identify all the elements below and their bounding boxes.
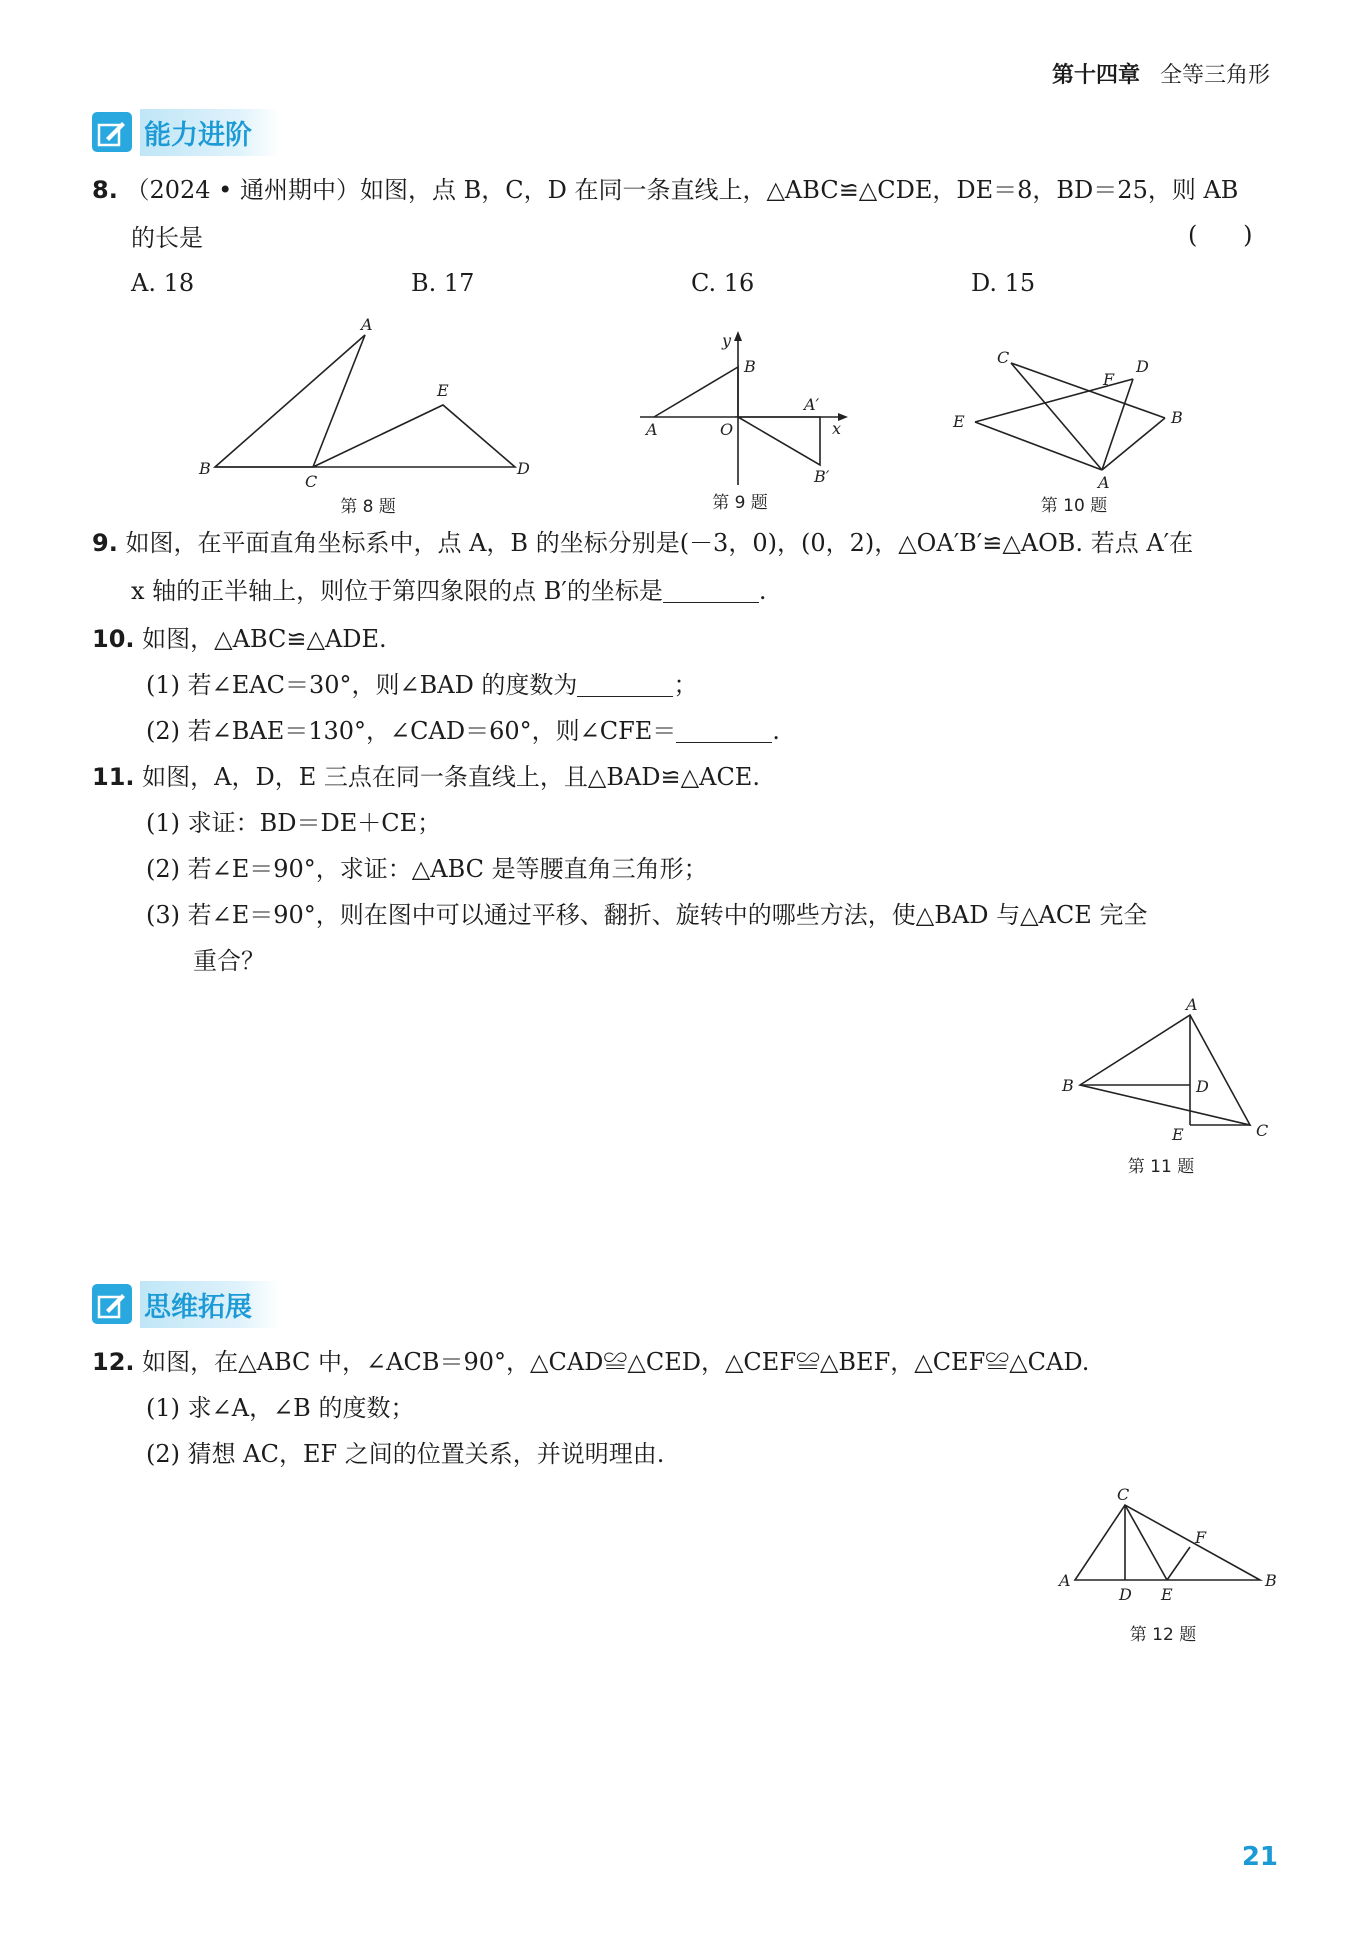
fig9-label-a: A (646, 420, 658, 439)
q8-stem: （2024 • 通州期中）如图，点 B，C，D 在同一条直线上，△ABC≌△CDE，DE＝8，BD＝25，则 AB (125, 176, 1239, 204)
q12-part1: (1) 求∠A，∠B 的度数； (146, 1394, 415, 1422)
fig8-label-e: E (437, 381, 449, 400)
fig12-label-b: B (1265, 1571, 1277, 1590)
q8-number: 8. (92, 176, 118, 204)
q8-line2: 的长是 (131, 224, 203, 252)
section-heading-ability (92, 110, 280, 154)
fig9-label-a-prime: A′ (804, 395, 820, 414)
q8-option-d: D. 15 (971, 269, 1036, 297)
q11-part1: (1) 求证：BD＝DE＋CE； (146, 809, 442, 837)
q12-line (92, 1345, 1089, 1379)
fig8-label-a: A (361, 315, 373, 334)
q10-part2: (2) 若∠BAE＝130°，∠CAD＝60°，则∠CFE＝ . (146, 717, 780, 745)
fig11-label-a: A (1186, 995, 1198, 1014)
q9-answer-blank[interactable] (663, 578, 759, 603)
fig10-caption: 第 10 题 (1040, 496, 1108, 516)
fig9-label-y: y (722, 331, 732, 350)
chapter-number: 第十四章 (1051, 63, 1140, 88)
pencil-icon (92, 112, 132, 152)
figure-11 (1050, 995, 1280, 1145)
fig10-label-e: E (953, 412, 965, 431)
fig11-label-d: D (1196, 1077, 1209, 1096)
fig12-label-f: F (1195, 1528, 1207, 1547)
fig8-label-b: B (199, 459, 211, 478)
figure-8 (195, 315, 540, 490)
figure-12 (1055, 1485, 1280, 1610)
fig10-label-c: C (997, 348, 1010, 367)
fig8-label-d: D (517, 459, 530, 478)
q12-part2: (2) 猜想 AC，EF 之间的位置关系，并说明理由. (146, 1440, 665, 1468)
q9-stem: 如图，在平面直角坐标系中，点 A，B 的坐标分别是(－3，0)，(0，2)，△OA′B′≌△AOB. 若点 A′在 (125, 529, 1194, 557)
fig9-caption: 第 9 题 (712, 493, 768, 513)
q10-answer-blank-1[interactable] (577, 672, 673, 697)
q11-number: 11. (92, 763, 135, 791)
fig8-caption: 第 8 题 (340, 497, 396, 517)
q10-stem: 如图，△ABC≌△ADE. (142, 625, 387, 653)
q11-part2: (2) 若∠E＝90°，求证：△ABC 是等腰直角三角形； (146, 855, 708, 883)
pencil-icon (92, 1284, 132, 1324)
q8-option-b: B. 17 (411, 269, 475, 297)
q10-part1: (1) 若∠EAC＝30°，则∠BAD 的度数为 ； (146, 671, 698, 699)
fig10-label-f: F (1103, 370, 1115, 389)
q9-line2: x 轴的正半轴上，则位于第四象限的点 B′的坐标是 . (131, 577, 767, 605)
fig11-label-b: B (1062, 1076, 1074, 1095)
page-number: 21 (1241, 1842, 1278, 1872)
fig8-label-c: C (305, 472, 318, 490)
fig10-label-b: B (1171, 408, 1183, 427)
q10-line (92, 622, 387, 656)
fig11-label-c: C (1256, 1121, 1269, 1140)
q12-stem: 如图，在△ABC 中，∠ACB＝90°，△CAD≌△CED，△CEF≌△BEF，△CEF≌△CAD. (142, 1348, 1090, 1376)
fig10-label-a: A (1098, 473, 1110, 490)
q11-line (92, 760, 760, 794)
fig9-label-o: O (720, 420, 734, 439)
figure-9 (630, 325, 850, 490)
q8-answer-paren: ( ) (1188, 221, 1253, 249)
q9-line1 (92, 526, 1193, 560)
q11-part3-cont: 重合？ (193, 947, 265, 975)
fig10-label-d: D (1136, 357, 1149, 376)
fig11-caption: 第 11 题 (1127, 1157, 1195, 1177)
fig9-label-b-prime: B′ (814, 467, 830, 486)
section-title: 能力进阶 (140, 109, 280, 156)
q12-number: 12. (92, 1348, 135, 1376)
figure-10 (945, 345, 1205, 490)
fig12-label-e: E (1161, 1585, 1173, 1604)
q8-line1 (92, 173, 1238, 207)
section-title: 思维拓展 (140, 1281, 280, 1328)
q10-number: 10. (92, 625, 135, 653)
q11-stem: 如图，A，D，E 三点在同一条直线上，且△BAD≌△ACE. (142, 763, 760, 791)
chapter-title: 全等三角形 (1159, 63, 1270, 88)
q10-answer-blank-2[interactable] (676, 718, 772, 743)
section-heading-extension (92, 1282, 280, 1326)
fig9-label-b: B (744, 357, 756, 376)
q8-option-c: C. 16 (691, 269, 755, 297)
q8-option-a: A. 18 (131, 269, 195, 297)
q9-number: 9. (92, 529, 118, 557)
fig12-label-d: D (1119, 1585, 1132, 1604)
fig12-caption: 第 12 题 (1129, 1625, 1197, 1645)
q11-part3: (3) 若∠E＝90°，则在图中可以通过平移、翻折、旋转中的哪些方法，使△BAD 与△ACE 完全 (146, 901, 1148, 929)
fig11-label-e: E (1172, 1125, 1184, 1144)
fig12-label-a: A (1059, 1571, 1071, 1590)
running-header (1052, 58, 1270, 89)
fig9-label-x: x (832, 419, 842, 438)
fig12-label-c: C (1117, 1485, 1130, 1504)
q9-stem-2: x 轴的正半轴上，则位于第四象限的点 B′的坐标是 (131, 577, 663, 605)
